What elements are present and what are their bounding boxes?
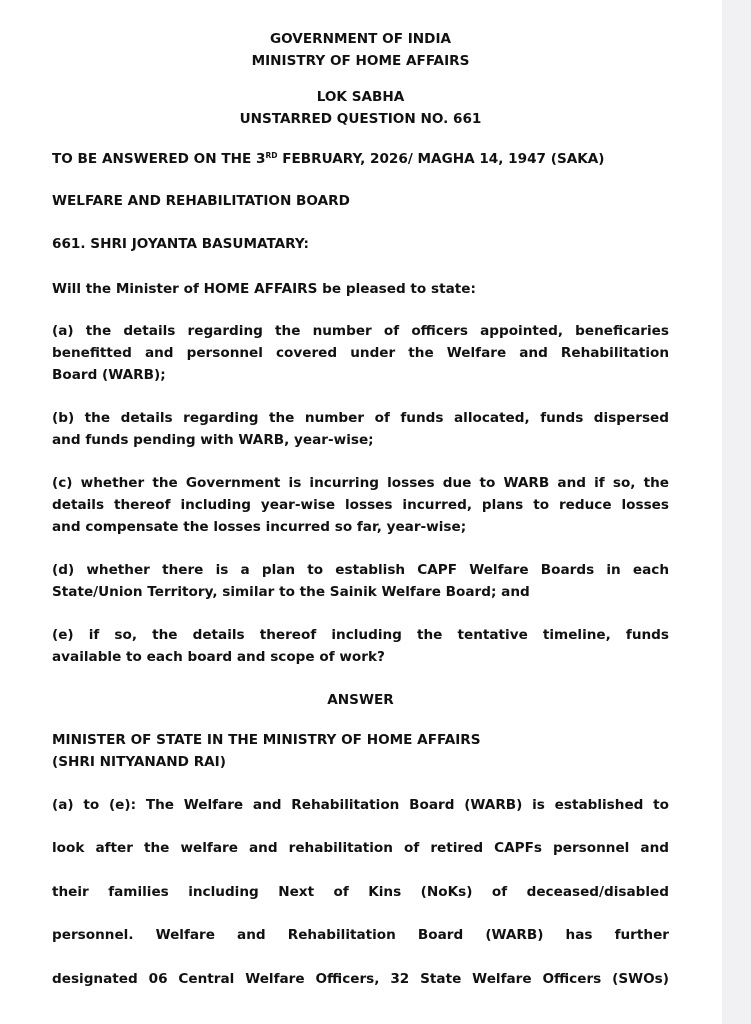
question-d-line: (d) whether there is a plan to establish CAPF Welfare Boards in each: [52, 562, 669, 578]
answer-line: their families including Next of Kins (NoKs) of deceased/disabled: [52, 884, 669, 900]
header-question-number: UNSTARRED QUESTION NO. 661: [239, 111, 482, 127]
scrollbar-track[interactable]: [722, 0, 751, 1024]
question-e-line: (e) if so, the details thereof including the tentative timeline, funds: [52, 627, 669, 643]
answer-date: [52, 148, 669, 170]
answer-line: look after the welfare and rehabilitation of retired CAPFs personnel and: [52, 840, 669, 856]
respondent-name: (SHRI NITYANAND RAI): [52, 754, 226, 770]
question-a-line: benefitted and personnel covered under the Welfare and Rehabilitation: [52, 345, 669, 361]
answer-date-ordinal: RD: [265, 151, 278, 160]
question-by: 661. SHRI JOYANTA BASUMATARY:: [52, 236, 309, 252]
question-a-line: (a) the details regarding the number of officers appointed, beneficaries: [52, 323, 669, 339]
header-ministry: MINISTRY OF HOME AFFAIRS: [251, 53, 470, 69]
answer-date-suffix: FEBRUARY, 2026/ MAGHA 14, 1947 (SAKA): [277, 151, 605, 167]
answer-heading: ANSWER: [327, 692, 394, 708]
answer-line: personnel. Welfare and Rehabilitation Board (WARB) has further: [52, 927, 669, 943]
question-b-line: (b) the details regarding the number of funds allocated, funds dispersed: [52, 410, 669, 426]
question-c-line: and compensate the losses incurred so far, year-wise;: [52, 519, 467, 535]
question-b-line: and funds pending with WARB, year-wise;: [52, 432, 374, 448]
header-government: GOVERNMENT OF INDIA: [269, 31, 452, 47]
question-e-line: available to each board and scope of work?: [52, 649, 385, 665]
question-d-line: State/Union Territory, similar to the Sainik Welfare Board; and: [52, 584, 530, 600]
question-c-line: details thereof including year-wise losses incurred, plans to reduce losses: [52, 497, 669, 513]
answer-date-prefix: TO BE ANSWERED ON THE 3: [52, 151, 266, 167]
answer-line: designated 06 Central Welfare Officers, 32 State Welfare Officers (SWOs): [52, 971, 669, 987]
question-c-line: (c) whether the Government is incurring losses due to WARB and if so, the: [52, 475, 669, 491]
question-intro: Will the Minister of HOME AFFAIRS be pleased to state:: [52, 281, 476, 297]
subject-heading: WELFARE AND REHABILITATION BOARD: [52, 193, 350, 209]
answer-line: (a) to (e): The Welfare and Rehabilitation Board (WARB) is established to: [52, 797, 669, 813]
respondent-title: MINISTER OF STATE IN THE MINISTRY OF HOME AFFAIRS: [52, 732, 481, 748]
question-a-line: Board (WARB);: [52, 367, 166, 383]
header-house: LOK SABHA: [316, 89, 405, 105]
